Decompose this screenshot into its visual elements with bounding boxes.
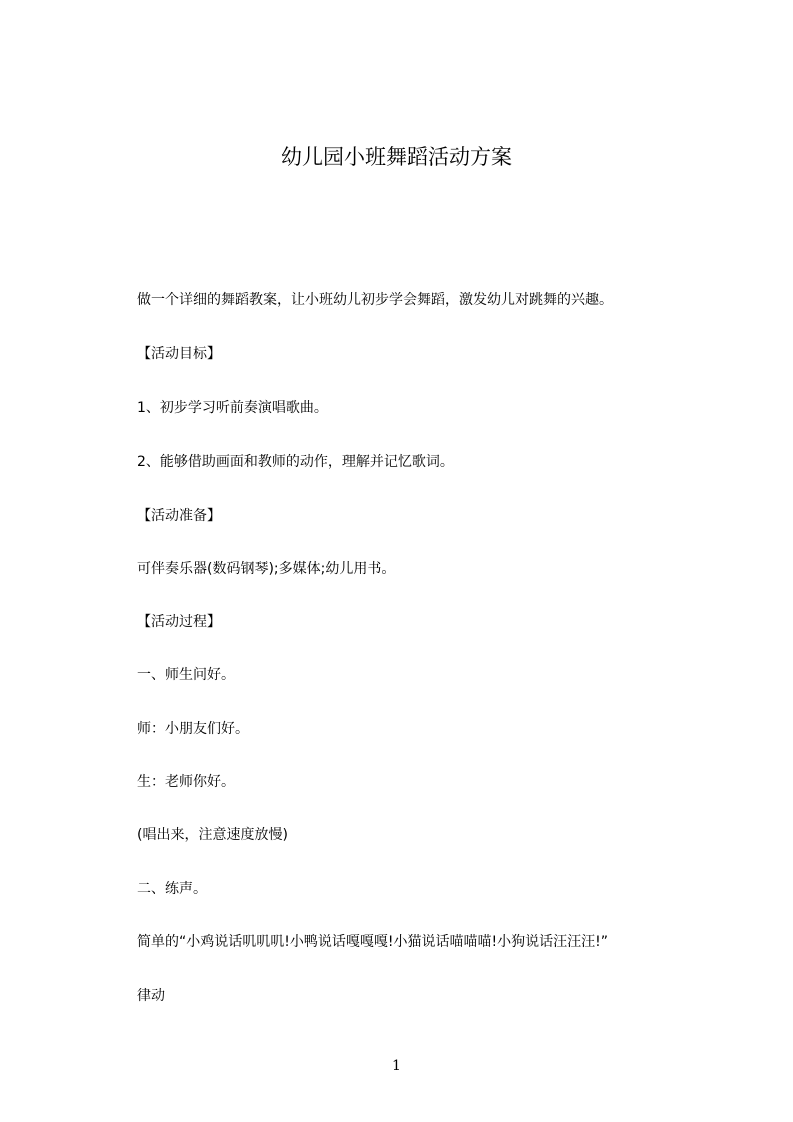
process-step-1: 一、师生问好。 (137, 667, 235, 683)
dialogue-student: 生：老师你好。 (137, 774, 235, 790)
page-number: 1 (392, 1058, 401, 1074)
goal-item-1: 1、初步学习听前奏演唱歌曲。 (137, 400, 328, 416)
intro-paragraph: 做一个详细的舞蹈教案，让小班幼儿初步学会舞蹈，激发幼儿对跳舞的兴趣。 (137, 292, 613, 308)
section-heading-goals: 【活动目标】 (137, 346, 221, 362)
vocal-exercise-text: 简单的“小鸡说话叽叽叽!小鸭说话嘎嘎嘎!小猫说话喵喵喵!小狗说话汪汪汪!” (137, 934, 608, 950)
dialogue-teacher: 师：小朋友们好。 (137, 721, 249, 737)
singing-note: (唱出来，注意速度放慢) (137, 827, 288, 843)
goal-item-2: 2、能够借助画面和教师的动作，理解并记忆歌词。 (137, 454, 454, 470)
preparation-text: 可伴奏乐器(数码钢琴);多媒体;幼儿用书。 (137, 561, 396, 577)
document-title: 幼儿园小班舞蹈活动方案 (281, 145, 512, 169)
rhythm-label: 律动 (137, 988, 165, 1004)
process-step-2: 二、练声。 (137, 881, 207, 897)
section-heading-process: 【活动过程】 (137, 614, 221, 630)
section-heading-preparation: 【活动准备】 (137, 508, 221, 524)
